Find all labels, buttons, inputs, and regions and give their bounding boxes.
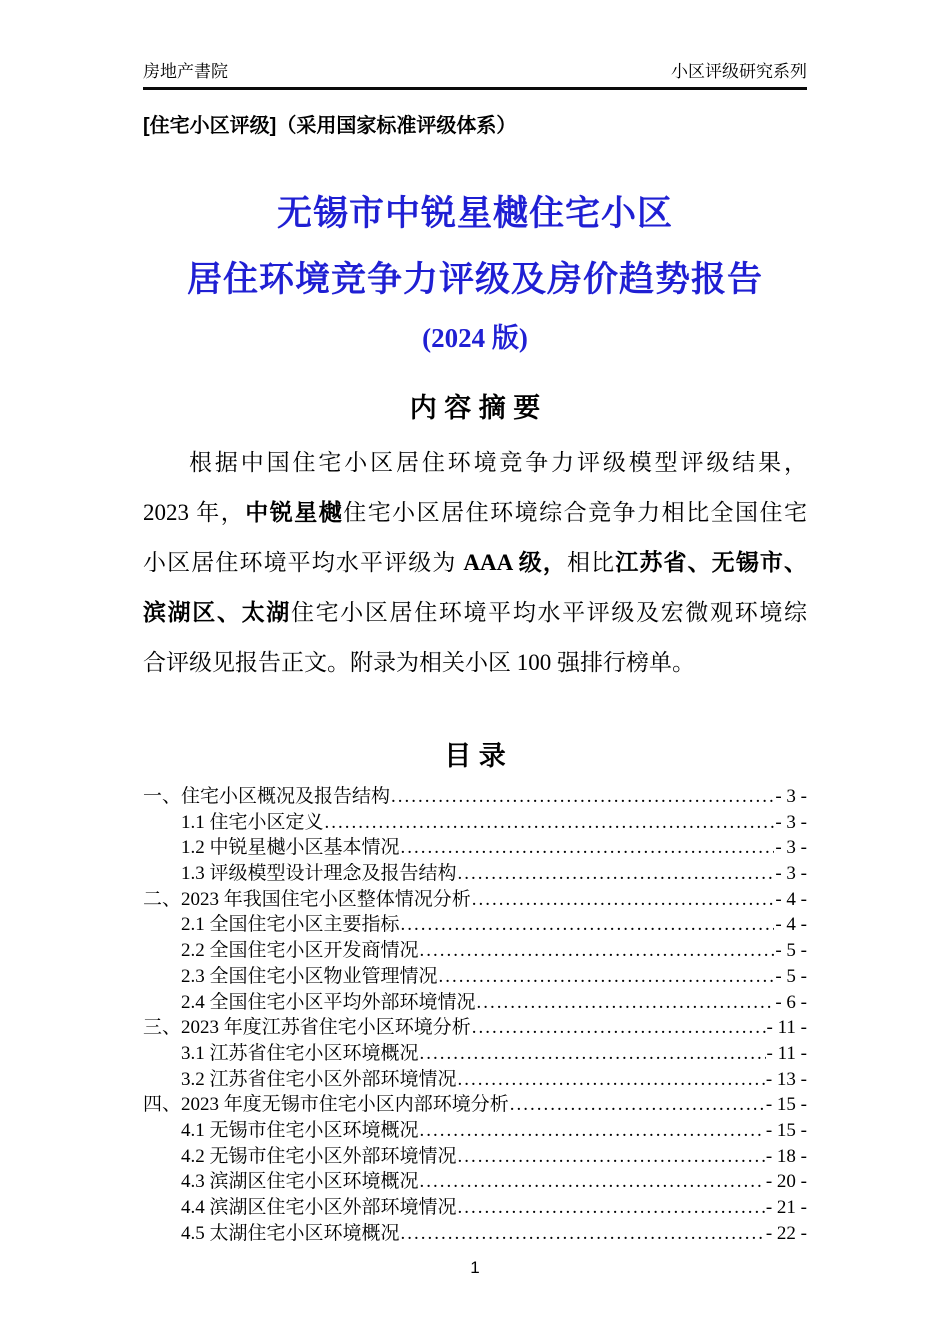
toc-page-number: - 5 -: [775, 940, 807, 962]
toc-entry-title: 4.2 无锡市住宅小区外部环境情况: [181, 1145, 457, 1167]
toc-dot-leader: [391, 784, 774, 810]
toc-dot-leader: [439, 964, 775, 990]
toc-page-number: - 15 -: [765, 1119, 807, 1141]
abstract-line: [143, 438, 807, 488]
toc-page-number: - 3 -: [775, 863, 807, 885]
report-title-line-2: 居住环境竞争力评级及房价趋势报告: [186, 260, 763, 299]
toc-dot-leader: [458, 1195, 765, 1221]
toc-dot-leader: [458, 1144, 765, 1170]
report-title-edition: (2024 版): [422, 323, 528, 353]
abstract-text: 住宅小区居住环境平均水平评级及宏微观环境综: [290, 600, 808, 625]
toc-entry: [143, 1118, 807, 1144]
abstract-line: [143, 488, 807, 538]
toc-dot-leader: [420, 938, 775, 964]
toc-entry-title: 二、2023 年我国住宅小区整体情况分析: [143, 888, 471, 910]
toc-entry: [143, 1221, 807, 1247]
toc-entry: [143, 938, 807, 964]
toc-entry-title: 3.2 江苏省住宅小区外部环境情况: [181, 1068, 457, 1090]
abstract-line: [143, 538, 807, 588]
page-number: 1: [470, 1258, 480, 1277]
report-title-line-1: 无锡市中锐星樾住宅小区: [276, 194, 673, 233]
page-header: [143, 61, 807, 83]
toc-list: [143, 784, 807, 1246]
toc-entry: [143, 1067, 807, 1093]
toc-entry: [143, 810, 807, 836]
toc-entry-title: 4.5 太湖住宅小区环境概况: [181, 1222, 400, 1244]
report-category-line: [住宅小区评级]（采用国家标准评级体系）: [143, 115, 517, 137]
toc-page-number: - 21 -: [765, 1197, 807, 1218]
toc-entry: [143, 887, 807, 913]
toc-entry: [143, 1169, 807, 1195]
toc-dot-leader: [458, 1067, 765, 1093]
toc-entry-title: 4.3 滨湖区住宅小区环境概况: [181, 1171, 419, 1193]
toc-entry: [143, 1092, 807, 1118]
abstract-line: [143, 588, 807, 638]
abstract-bold-text: 中锐星樾: [245, 500, 344, 525]
toc-entry-title: 4.1 无锡市住宅小区环境概况: [181, 1119, 419, 1141]
toc-entry-title: 1.1 住宅小区定义: [181, 811, 324, 833]
abstract-line: [143, 638, 807, 688]
toc-page-number: - 5 -: [775, 965, 807, 987]
toc-entry: [143, 1041, 807, 1067]
abstract-bold-text: 滨湖区、太湖: [143, 600, 291, 625]
abstract-heading: 内 容 摘 要: [409, 393, 541, 423]
abstract-bold-text: 江苏省、无锡市、: [615, 550, 808, 575]
toc-dot-leader: [325, 810, 775, 836]
toc-dot-leader: [477, 990, 775, 1016]
toc-page-number: - 4 -: [775, 914, 807, 936]
toc-dot-leader: [401, 912, 775, 938]
toc-entry-title: 2.1 全国住宅小区主要指标: [181, 914, 400, 936]
abstract-bold-text: AAA 级，: [463, 550, 567, 575]
abstract-text: 住宅小区居住环境综合竞争力相比全国住宅: [343, 500, 808, 525]
toc-page-number: - 3 -: [775, 786, 807, 807]
abstract-text: 合评级见报告正文。附录为相关小区 100 强排行榜单。: [143, 650, 695, 675]
toc-page-number: - 15 -: [765, 1094, 807, 1116]
toc-dot-leader: [401, 1221, 765, 1247]
header-right-text: 小区评级研究系列: [671, 62, 807, 81]
toc-page-number: - 13 -: [765, 1068, 807, 1090]
toc-entry-title: 1.2 中锐星樾小区基本情况: [181, 837, 400, 859]
toc-page-number: - 22 -: [765, 1222, 807, 1244]
toc-entry-title: 三、2023 年度江苏省住宅小区环境分析: [143, 1017, 471, 1039]
toc-entry-title: 一、住宅小区概况及报告结构: [143, 786, 391, 807]
toc-entry-title: 2.4 全国住宅小区平均外部环境情况: [181, 991, 476, 1013]
toc-entry: [143, 784, 807, 810]
toc-page-number: - 11 -: [766, 1042, 807, 1064]
toc-dot-leader: [472, 1015, 766, 1041]
toc-dot-leader: [458, 861, 775, 887]
toc-dot-leader: [420, 1041, 766, 1067]
toc-dot-leader: [401, 835, 775, 861]
toc-entry-title: 3.1 江苏省住宅小区环境概况: [181, 1042, 419, 1064]
toc-entry-title: 四、2023 年度无锡市住宅小区内部环境分析: [143, 1094, 509, 1116]
header-divider: [143, 87, 807, 90]
toc-entry: [143, 835, 807, 861]
toc-page-number: - 3 -: [775, 837, 807, 859]
toc-entry-title: 1.3 评级模型设计理念及报告结构: [181, 863, 457, 885]
toc-entry: [143, 964, 807, 990]
toc-entry-title: 2.3 全国住宅小区物业管理情况: [181, 965, 438, 987]
toc-page-number: - 3 -: [775, 811, 807, 833]
abstract-text: 相比: [567, 550, 616, 575]
header-left-text: 房地产書院: [143, 62, 228, 81]
toc-page-number: - 4 -: [775, 888, 807, 910]
toc-page-number: - 11 -: [766, 1017, 807, 1039]
toc-dot-leader: [420, 1118, 765, 1144]
toc-entry: [143, 1195, 807, 1221]
toc-entry: [143, 1015, 807, 1041]
abstract-text: 根据中国住宅小区居住环境竞争力评级模型评级结果，: [189, 450, 807, 475]
toc-entry: [143, 912, 807, 938]
abstract-paragraph: [143, 438, 807, 688]
toc-entry-title: 2.2 全国住宅小区开发商情况: [181, 940, 419, 962]
toc-heading: 目 录: [444, 741, 506, 771]
abstract-text: 2023 年，: [143, 500, 246, 525]
toc-entry: [143, 990, 807, 1016]
toc-dot-leader: [472, 887, 775, 913]
abstract-text: 小区居住环境平均水平评级为: [143, 550, 464, 575]
toc-page-number: - 20 -: [765, 1171, 807, 1193]
toc-page-number: - 6 -: [775, 991, 807, 1013]
toc-entry-title: 4.4 滨湖区住宅小区外部环境情况: [181, 1197, 457, 1218]
toc-dot-leader: [420, 1169, 765, 1195]
toc-entry: [143, 861, 807, 887]
toc-dot-leader: [510, 1092, 765, 1118]
toc-page-number: - 18 -: [765, 1145, 807, 1167]
toc-entry: [143, 1144, 807, 1170]
